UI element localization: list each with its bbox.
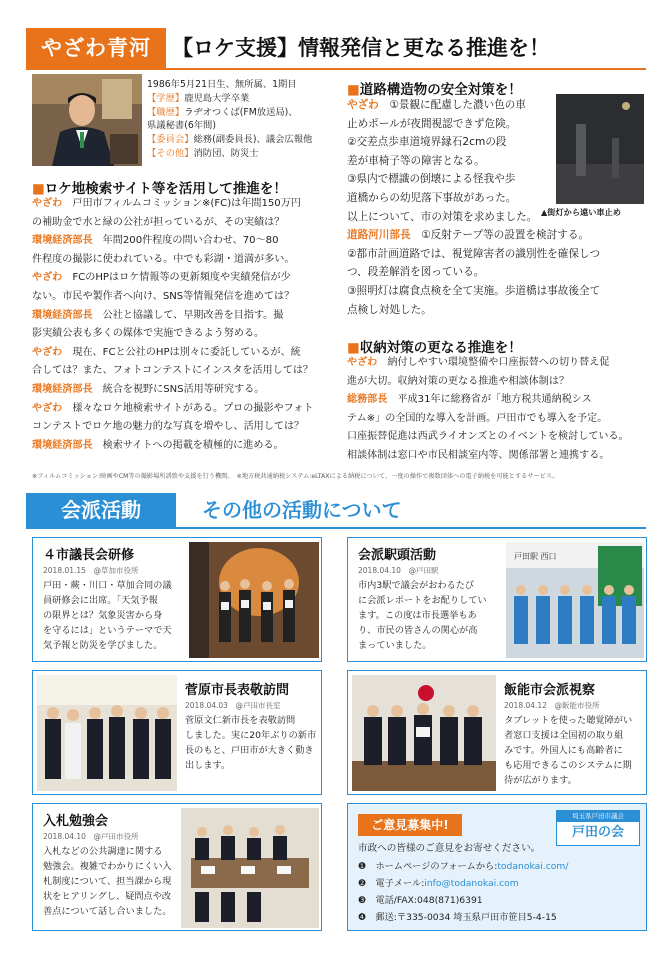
profile-value: 総務(副委員長)、議会広報他	[193, 134, 313, 146]
contact-item-email: ❷ 電子メール:info@todanokai.com	[358, 878, 519, 889]
header-underline	[26, 68, 646, 70]
profile-birth: 1986年5月21日生、無所属、1期目	[147, 79, 297, 90]
contact-list	[358, 858, 643, 926]
profile-value: 鹿児島大学卒業	[184, 92, 250, 104]
card-title: 入札勉強会	[43, 814, 109, 829]
activity-card-2	[347, 537, 647, 662]
card-body: 戸田・蕨・川口・草加合同の議 員研修会に出席。「天気予報 の限界とは？気象災害から身 を守るには」というテーマで天 気予報と防災を学びました。	[43, 580, 172, 651]
profile-label: 【その他】	[147, 147, 194, 159]
profile-box	[147, 78, 342, 161]
contact-item-phone: ❸ 電話/FAX:048(871)6391	[358, 895, 483, 906]
portrait-photo	[32, 74, 142, 166]
section-title: その他の活動について	[202, 498, 402, 522]
card-photo	[506, 542, 644, 658]
activity-card-1	[32, 537, 322, 662]
training-photo	[189, 542, 319, 658]
profile-item	[147, 106, 342, 120]
party-logo	[556, 810, 640, 846]
card-body: 市内3駅で議会がおわるたび に会派レポートをお配りしてい ます。この度は市長選挙もあ り、市民の皆さんの関心が高 まっていました。	[358, 580, 487, 651]
card-meta: 2018.04.10 @戸田駅	[358, 566, 439, 575]
activity-card-5	[32, 803, 322, 931]
section-underline	[26, 527, 646, 529]
article-title: 【ロケ支援】情報発信と更なる推進を！	[172, 36, 550, 60]
profile-value: ラヂオつくば(FM放送局)、	[184, 106, 298, 118]
profile-label: 【委員会】	[147, 134, 194, 146]
contact-item-web: ❶ ホームページのフォームから:todanokai.com/	[358, 861, 569, 872]
hanno-visit-photo	[352, 675, 496, 791]
article-header	[26, 28, 646, 68]
card-title: ４市議長会研修	[43, 548, 135, 563]
road-photo-caption: ▲街灯から遠い車止め	[541, 207, 621, 217]
card-body: 菅原文仁新市長を表敬訪問 しました。実に20年ぶりの新市 長のもと、戸田市が大きく動き 出します。	[185, 715, 317, 771]
section-name: 会派活動	[26, 493, 176, 527]
profile-label: 【学歴】	[147, 92, 185, 104]
profile-label: 【職歴】	[147, 106, 185, 118]
party-sub: 埼玉県戸田市議会	[557, 811, 639, 822]
loca-text: やざわ 戸田市フィルムコミッション※(FC)は年間150万円 の補助金で水と緑の公社が担っているが、その実績は？ 環境経済部長 年間200件程度の問い合わせ、70～80 件程度の撮影に使われている。中でも彩湖・道満が多い。 やざわ FCのHPはロケ情報等の更新頻度や実績発信が少 ない。市民や製作者へ向け、SNS等情報発信を進めては？ 環境経済部長 公社と協議して、早期改善を目指す。撮 影実績公表も多くの媒体で実施できるよう努める。 やざわ 現在、FCと公社のHPは別々に委託しているが、統 合しては？また、フォトコンテストにインスタを活用しては？ 環境経済部長 統合を視野にSNS活用等研究する。 やざわ 様々なロケ地検索サイトがある。プロの撮影やフォト コンテストでロケ地の魅力的な写真を増やし、活用しては？ 環境経済部長 検索サイトへの掲載を積極的に進める。	[32, 198, 314, 451]
activity-card-4	[347, 670, 647, 795]
card-photo	[181, 808, 319, 928]
station-sign: 戸田駅 西口	[514, 552, 557, 561]
party-name: 戸田の会	[571, 825, 624, 840]
storage-heading: ■収納対策の更なる推進を！	[347, 340, 522, 356]
card-body: 入札などの公共調達に関する 勉強会。複雑でわかりにくい入 札制度について、担当課から現 状をヒアリングし、疑問点や改 善点について話し合いました。	[43, 846, 172, 917]
loca-heading: ■ロケ地検索サイト等を活用して推進を！	[32, 181, 287, 197]
road-heading: ■道路構造物の安全対策を！	[347, 82, 522, 98]
card-meta: 2018.01.15 @草加市役所	[43, 566, 139, 575]
card-meta: 2018.04.10 @戸田市役所	[43, 832, 139, 841]
profile-item	[147, 92, 342, 106]
contact-box	[347, 803, 647, 931]
card-photo	[37, 675, 177, 791]
web-link[interactable]: todanokai.com/	[497, 861, 569, 872]
profile-item	[147, 119, 342, 133]
member-name: やざわ青河	[26, 28, 166, 68]
postal-address: 〒335-0034 埼玉県戸田市笹目5-4-15	[396, 912, 557, 923]
profile-value: 消防団、防災士	[193, 147, 259, 159]
email-link[interactable]: info@todanokai.com	[424, 878, 519, 889]
road-text: やざわ ①景観に配慮した濃い色の車 止めポールが夜間視認できず危険。 ②交差点歩車道境界縁石2cmの段 差が車椅子等の障害となる。 ③県内で標識の倒壊による怪我や歩 道橋からの幼児落下事故があった。 以上について、市の対策を求めました。 道路河川部長 ①反射テープ等の設置を検討する。 ②都市計画道路では、視覚障害者の識別性を確保しつ つ、段差解消を図っている。 ③照明灯は腐食点検を全て実施。歩道橋は事故後全て 点検し対処した。	[347, 99, 601, 316]
portrait-illustration	[32, 74, 142, 166]
profile-item	[147, 147, 342, 161]
contact-item-mail: ❹ 郵送:〒335-0034 埼玉県戸田市笹目5-4-15	[358, 912, 557, 923]
station-photo	[506, 542, 644, 658]
card-title: 飯能市会派視察	[504, 683, 596, 698]
mayor-visit-photo	[37, 675, 177, 791]
contact-intro: 市政への皆様のご意見をお寄せください。	[358, 843, 541, 854]
card-photo	[189, 542, 319, 658]
contact-title: ご意見募集中!	[358, 814, 462, 836]
card-meta: 2018.04.03 @戸田市長室	[185, 701, 281, 710]
card-meta: 2018.04.12 @飯能市役所	[504, 701, 600, 710]
storage-text: やざわ 納付しやすい環境整備や口座振替への切り替え促 進が大切。収納対策の更なる推進や相談体制は？ 総務部長 平成31年に総務省が「地方税共通納税シス テム※」の全国的な導入を計画。戸田市でも導入を予定。 口座振替促進は西武ライオンズとのイベントを検討している。 相談体制は窓口や市民相談室内等、関係部署と連携する。	[347, 357, 629, 461]
card-body: タブレットを使った聴覚障がい 者窓口支援は全国初の取り組 みです。外国人にも高齢者に も応用できるこのシステムに期 待が広がります。	[504, 715, 633, 786]
card-title: 会派駅頭活動	[358, 548, 437, 563]
card-title: 菅原市長表敬訪問	[185, 683, 290, 698]
phone-number: 048(871)6391	[417, 895, 483, 906]
profile-item	[147, 133, 342, 147]
bidding-study-photo	[181, 808, 319, 928]
profile-value: 県議秘書(6年間)	[147, 120, 216, 132]
section-header	[26, 493, 646, 527]
footnote: ※フィルムコミッション:映画やCM等の撮影場所誘致や支援を行う機関。 ※地方税共通納税システム:eLTAXによる納税について、一度の操作で複数団体への電子納税を可能とするサービス。	[32, 473, 559, 480]
activity-card-3	[32, 670, 322, 795]
card-photo	[352, 675, 496, 791]
